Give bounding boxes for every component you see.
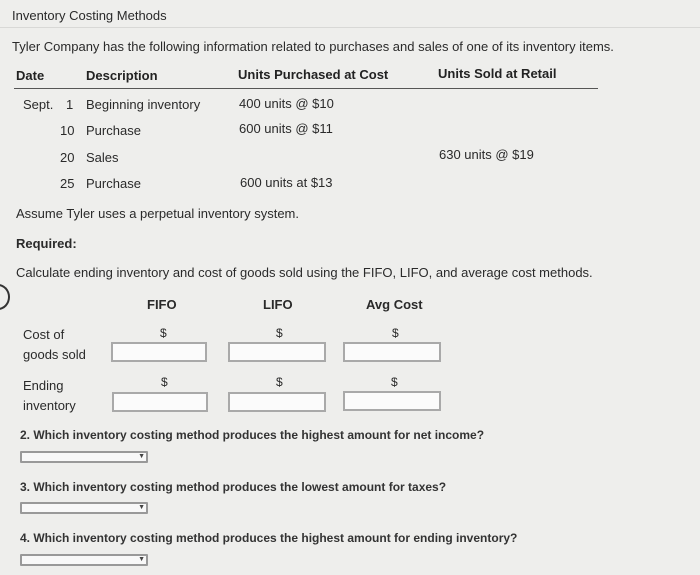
dropdown-arrow-icon: ▼ [138,453,145,460]
row-purchased: 600 units @ $11 [239,121,333,136]
header-units-purchased: Units Purchased at Cost [238,67,389,82]
header-date: Date [16,68,45,83]
row-description: Sales [86,150,119,165]
row-day: 20 [60,150,75,165]
header-divider [14,88,598,89]
intro-text: Tyler Company has the following information related to purchases and sales of one of its inventory items. [12,39,614,54]
row-day: 10 [60,123,75,138]
column-avg-cost: Avg Cost [366,297,423,312]
lifo-cogs-input[interactable] [228,342,326,362]
margin-arc [0,284,10,310]
page-title: Inventory Costing Methods [12,8,167,23]
row-month: Sept. [23,97,54,112]
dropdown-arrow-icon: ▼ [138,556,145,563]
question-3: 3. Which inventory costing method produces the lowest amount for taxes? [20,480,447,494]
fifo-cogs-input[interactable] [111,342,207,362]
row-purchased: 600 units at $13 [240,175,333,190]
cogs-label-line1: Cost of [23,327,65,342]
avg-cogs-input[interactable] [343,342,441,362]
row-description: Purchase [86,176,141,191]
dollar-sign: $ [392,326,399,340]
question-4: 4. Which inventory costing method produces the highest amount for ending inventory? [20,531,518,545]
dollar-sign: $ [160,326,167,340]
row-day: 25 [60,176,75,191]
avg-ending-input[interactable] [343,391,441,411]
row-sold: 630 units @ $19 [439,147,534,162]
dollar-sign: $ [391,375,398,389]
cogs-label-line2: goods sold [23,347,86,362]
question-2: 2. Which inventory costing method produces the highest amount for net income? [20,428,485,442]
assumption-text: Assume Tyler uses a perpetual inventory system. [16,206,299,221]
column-fifo: FIFO [147,297,177,312]
row-day: 1 [66,97,74,112]
header-units-sold: Units Sold at Retail [438,66,557,81]
dollar-sign: $ [161,375,168,389]
column-lifo: LIFO [263,297,293,312]
row-description: Beginning inventory [86,97,201,112]
ending-label-line1: Ending [23,378,64,393]
question-4-select[interactable] [20,554,148,566]
header-description: Description [86,68,158,83]
row-description: Purchase [86,123,141,138]
title-divider [0,27,700,28]
question-2-select[interactable] [20,451,148,463]
dropdown-arrow-icon: ▼ [138,504,145,511]
lifo-ending-input[interactable] [228,392,326,412]
instruction-text: Calculate ending inventory and cost of goods sold using the FIFO, LIFO, and average cost methods. [16,265,593,280]
question-3-select[interactable] [20,502,148,514]
row-purchased: 400 units @ $10 [239,96,334,111]
ending-label-line2: inventory [23,398,76,413]
fifo-ending-input[interactable] [112,392,208,412]
required-label: Required: [16,236,77,251]
dollar-sign: $ [276,326,283,340]
dollar-sign: $ [276,375,283,389]
